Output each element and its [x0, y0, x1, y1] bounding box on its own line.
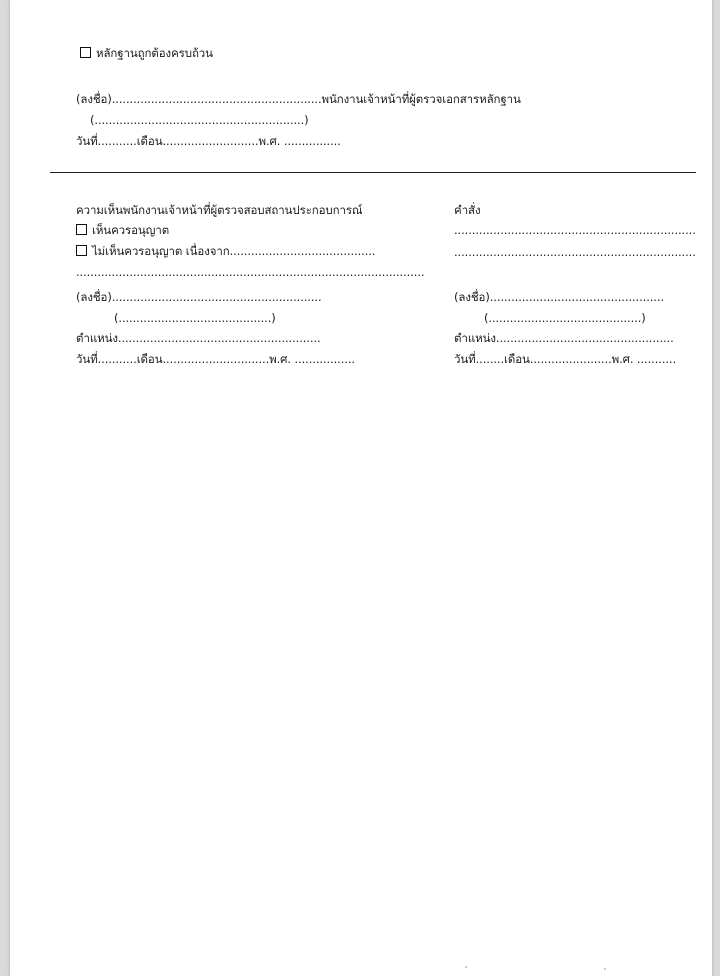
- site-inspector-position: ตำแหน่ง.........................................................: [76, 331, 321, 345]
- scan-speck: [465, 966, 467, 968]
- site-inspector-name: (...........................................): [114, 311, 276, 325]
- approve-option-row: [76, 223, 169, 237]
- inspector-opinion-heading: ความเห็นพนักงานเจ้าหน้าที่ผู้ตรวจสอบสถานประกอบการณ์: [76, 203, 363, 217]
- document-inspector-name: (...........................................................): [90, 113, 309, 127]
- approve-label: เห็นควรอนุญาต: [92, 223, 170, 237]
- section-divider: [50, 172, 696, 173]
- site-inspector-signature: (ลงชื่อ)...........................................................: [76, 290, 322, 304]
- authority-position: ตำแหน่ง..................................................: [454, 331, 674, 345]
- authority-signature: (ลงชื่อ).................................................: [454, 290, 664, 304]
- order-line-1: ....................................................................: [454, 223, 696, 237]
- site-inspector-date: วันที่...........เดือน..............................พ.ศ. .................: [76, 352, 355, 366]
- authority-date: วันที่........เดือน.......................พ.ศ. ...........: [454, 352, 677, 366]
- reject-reason-extra-line: ..................................................................................................: [76, 265, 425, 279]
- document-inspector-signature: (ลงชื่อ)...........................................................พนักงานเจ้าหน้าที่ผู้ตรวจเอกสารหลักฐาน: [76, 92, 521, 106]
- document-page: [10, 0, 712, 976]
- document-inspector-date: วันที่...........เดือน...........................พ.ศ. ................: [76, 134, 341, 148]
- scan-speck: [604, 968, 606, 970]
- order-line-2: ....................................................................: [454, 245, 696, 259]
- reject-label: ไม่เห็นควรอนุญาต เนื่องจาก.........................................: [92, 244, 376, 258]
- reject-checkbox[interactable]: [76, 245, 87, 256]
- approve-checkbox[interactable]: [76, 224, 87, 235]
- evidence-complete-row: [80, 46, 213, 60]
- evidence-complete-checkbox[interactable]: [80, 47, 91, 58]
- authority-name: (...........................................): [484, 311, 646, 325]
- order-heading: คำสั่ง: [454, 203, 481, 217]
- reject-option-row: [76, 244, 375, 258]
- evidence-complete-label: หลักฐานถูกต้องครบถ้วน: [96, 46, 213, 60]
